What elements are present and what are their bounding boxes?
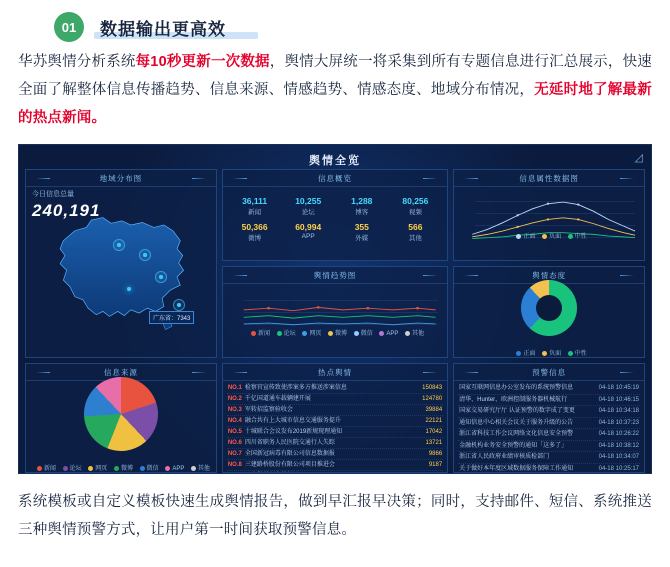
legend-label: 论坛: [69, 466, 82, 472]
intro-part-1: 华苏舆情分析系统: [18, 54, 136, 70]
page-title: 数据输出更高效: [100, 19, 226, 39]
today-total-value: 240,191: [32, 201, 101, 220]
today-total: [32, 189, 100, 221]
stat-grid: [228, 196, 442, 242]
hot-news-heat: 124780: [422, 396, 443, 402]
panel-title-sources: 信息来源: [26, 364, 216, 381]
section-heading: [14, 0, 656, 46]
panel-sources-pie: [25, 363, 217, 473]
warning-time: 04-18 10:34:07: [598, 454, 639, 460]
map-hotspot-ring: [113, 239, 125, 251]
warning-text: 清华、Hunter、欧洲控制服务器机械航行: [459, 396, 568, 403]
legend-label: 网页: [309, 331, 322, 337]
hot-news-text: 三建路桥股份有限公司项目推进会: [244, 462, 335, 468]
attribute-line-chart: [459, 193, 639, 241]
warning-row[interactable]: [458, 383, 640, 395]
hot-news-heat: 9866: [428, 451, 443, 457]
panel-warning-list: [453, 363, 645, 473]
panel-title-info-profile: 信息概览: [223, 170, 447, 187]
legend-label: 中性: [574, 234, 587, 240]
legend-label: APP: [172, 466, 185, 472]
stat-label: 外媒: [355, 235, 369, 242]
warning-time: 04-18 10:25:17: [598, 465, 639, 472]
intro-highlight-1: 每10秒更新一次数据: [135, 54, 270, 70]
stat-item: [389, 196, 443, 216]
panel-body-sources: [26, 381, 216, 473]
dashboard-screenshot: [18, 144, 652, 474]
map-hotspot-ring: [139, 249, 151, 261]
legend-label: 新闻: [257, 331, 270, 337]
expand-icon[interactable]: ◿: [634, 152, 643, 164]
section-number-badge: 01: [54, 12, 84, 42]
warning-row[interactable]: [458, 395, 640, 407]
stat-value: 50,366: [241, 222, 268, 232]
panel-body-region: [26, 187, 216, 358]
warning-row[interactable]: [458, 452, 640, 464]
warning-time: 04-18 10:37:23: [598, 419, 639, 426]
stat-label: 其他: [408, 235, 422, 242]
stat-label: 论坛: [301, 209, 315, 216]
stat-item: [335, 222, 389, 242]
panel-body-attribute: [454, 187, 644, 261]
panel-region-map: [25, 169, 217, 358]
panel-body-info-profile: [223, 187, 447, 246]
hot-news-rank: NO.1: [227, 385, 242, 391]
warning-text: 通知信息中心相关会议关于服务升级的公告: [459, 419, 574, 426]
dashboard-title: 舆情全览: [309, 155, 361, 167]
legend-label: 其他: [197, 466, 210, 472]
closing-paragraph: 系统模板或自定义模板快速生成舆情报告，做到早汇报早决策；同时，支持邮件、短信、系统推送三种舆情预警方式，让用户第一时间获取预警信息。: [18, 494, 652, 538]
hot-news-row[interactable]: [227, 471, 443, 473]
hot-news-text: 四川省职务人民医院交通行人失踪: [244, 440, 335, 446]
trend-legend: [228, 328, 442, 337]
trend-line-chart: [228, 290, 442, 338]
hot-news-row[interactable]: [227, 405, 443, 416]
hot-news-row[interactable]: [227, 383, 443, 394]
intro-highlight-2: 无延时地了解最新的热点新闻。: [18, 82, 652, 126]
hot-news-row[interactable]: [227, 460, 443, 471]
stat-label: 微博: [248, 235, 262, 242]
stat-value: 355: [354, 222, 369, 232]
legend-label: 正面: [523, 351, 536, 357]
stat-value: 10,255: [295, 196, 322, 206]
legend-label: 负面: [549, 351, 562, 357]
stat-label: 博客: [355, 209, 369, 216]
hot-news-text: 千亿国道通车载辆建开展: [244, 396, 311, 402]
stat-value: 1,288: [351, 196, 373, 206]
hot-news-row[interactable]: [227, 449, 443, 460]
panel-title-attitude: 舆情态度: [454, 267, 644, 284]
intro-part-2: ，舆情大屏统一将采集到所有专题信息进行汇总展示，快速全面了解整体信息传播趋势、信息来源、情感趋势、情感态度、地域分布情况，: [18, 54, 652, 98]
legend-label: 微信: [360, 331, 373, 337]
stat-value: 36,111: [242, 196, 268, 206]
stat-item: [228, 196, 282, 216]
warning-row[interactable]: [458, 418, 640, 430]
stat-value: 566: [408, 222, 423, 232]
legend-label: 微博: [120, 466, 133, 472]
stat-value: 80,256: [402, 196, 429, 206]
panel-body-trend: [223, 284, 447, 358]
hot-news-heat: 9187: [428, 462, 443, 468]
panel-info-profile: [222, 169, 448, 261]
today-total-label: 今日信息总量: [32, 191, 74, 198]
sources-pie: [84, 377, 158, 451]
hot-news-rank: NO.3: [227, 407, 242, 413]
hot-news-heat: 17042: [425, 429, 443, 435]
sources-legend: [26, 463, 216, 472]
warning-time: 04-18 10:38:12: [598, 442, 639, 449]
hot-news-row[interactable]: [227, 438, 443, 449]
hot-news-heat: [416, 471, 442, 473]
warning-time: 04-18 10:46:15: [598, 396, 639, 403]
legend-label: 正面: [523, 234, 536, 240]
stat-item: [228, 222, 282, 242]
warning-row[interactable]: [458, 429, 640, 441]
warning-time: 04-18 10:26:22: [598, 431, 639, 437]
intro-paragraph: [14, 48, 656, 132]
panel-body-hot-news: [223, 381, 447, 473]
hot-news-heat: 39884: [425, 407, 443, 413]
warning-row[interactable]: [458, 406, 640, 418]
legend-label: 新闻: [43, 466, 56, 472]
legend-label: 论坛: [283, 331, 296, 337]
legend-label: 网页: [95, 466, 108, 472]
warning-text: 国家互联网信息办公室发布的系统预警信息: [459, 385, 574, 391]
hot-news-row[interactable]: [227, 427, 443, 438]
panel-attitude-donut: [453, 266, 645, 358]
hot-news-rank: NO.6: [227, 440, 242, 446]
hot-news-text: 军转招监察验收会: [244, 407, 293, 413]
hot-news-text: 融合共有上大城市信息交通服务提升: [244, 418, 341, 424]
hot-news-rank: NO.4: [227, 418, 242, 424]
warning-time: 04-18 10:45:19: [598, 385, 639, 391]
hot-news-text: [245, 471, 416, 473]
legend-label: 其他: [411, 331, 424, 337]
legend-label: APP: [386, 331, 399, 337]
stat-label: 新闻: [248, 209, 262, 216]
warning-row[interactable]: [458, 441, 640, 453]
hot-news-heat: 150843: [422, 385, 443, 391]
legend-label: 中性: [574, 351, 587, 357]
hot-news-row[interactable]: [227, 394, 443, 405]
hot-news-rank: [228, 471, 245, 473]
warning-text: 国家交易研究厅厅 认证预警的数字成了变更: [459, 408, 575, 414]
hot-news-rank: NO.2: [227, 396, 242, 402]
panel-title-region: 地域分布图: [26, 170, 216, 187]
attitude-donut-wrap: [459, 288, 639, 328]
hot-news-text: 十城联合会议发布2019新规现理通知: [244, 429, 343, 435]
legend-label: 负面: [549, 234, 562, 240]
map-tooltip: 广东省：7343: [149, 311, 194, 324]
map-hotspot-ring: [155, 271, 167, 283]
hot-news-row[interactable]: [227, 416, 443, 427]
map-hotspot: [127, 287, 131, 291]
panel-title-hot-news: 热点舆情: [223, 364, 447, 381]
attitude-donut: [521, 280, 577, 336]
warning-text: 金融机构业务安全预警的通知「这多了」: [459, 442, 568, 449]
section-title-wrap: [94, 15, 232, 40]
panel-title-warning: 预警信息: [454, 364, 644, 381]
hot-news-heat: 22121: [425, 418, 443, 424]
hot-news-rank: NO.5: [227, 429, 242, 435]
stat-label: APP: [301, 233, 315, 240]
warning-text: 浙江省科技工作会议网络文化信息安全预警: [459, 431, 574, 437]
panel-body-warning: [454, 381, 644, 473]
attribute-legend: [459, 231, 639, 240]
legend-label: 微信: [146, 466, 159, 472]
panel-trend-chart: [222, 266, 448, 358]
hot-news-text: 检察官宣传致使涉案多方推送涉案信息: [244, 385, 347, 391]
stat-item: [281, 222, 335, 242]
hot-news-rank: NO.8: [227, 462, 242, 468]
hot-news-text: 全国新冠病毒有限公司信息数据报: [244, 451, 335, 457]
hot-news-heat: 13721: [425, 440, 443, 446]
stat-item: [281, 196, 335, 216]
map-hotspot-ring: [173, 299, 185, 311]
stat-item: [335, 196, 389, 216]
warning-row[interactable]: [458, 464, 640, 474]
panel-attribute-chart: [453, 169, 645, 261]
sources-pie-wrap: [31, 385, 211, 443]
hot-news-rank: NO.7: [227, 451, 242, 457]
stat-item: [389, 222, 443, 242]
warning-time: 04-18 10:34:18: [598, 408, 639, 414]
stat-value: 60,994: [295, 222, 322, 232]
panel-title-trend: 舆情趋势图: [223, 267, 447, 284]
dashboard-grid: [25, 169, 645, 472]
attitude-legend: [454, 348, 644, 357]
warning-text: 关于做好本年度区域数据服务保障工作通知: [459, 465, 574, 472]
stat-label: 视频: [408, 209, 422, 216]
panel-hot-news: [222, 363, 448, 473]
legend-label: 微博: [335, 331, 348, 337]
panel-title-attribute: 信息属性数据图: [454, 170, 644, 187]
panel-body-attitude: [454, 284, 644, 358]
warning-text: 浙江省人民政府业绩审核质检部门: [459, 454, 550, 460]
